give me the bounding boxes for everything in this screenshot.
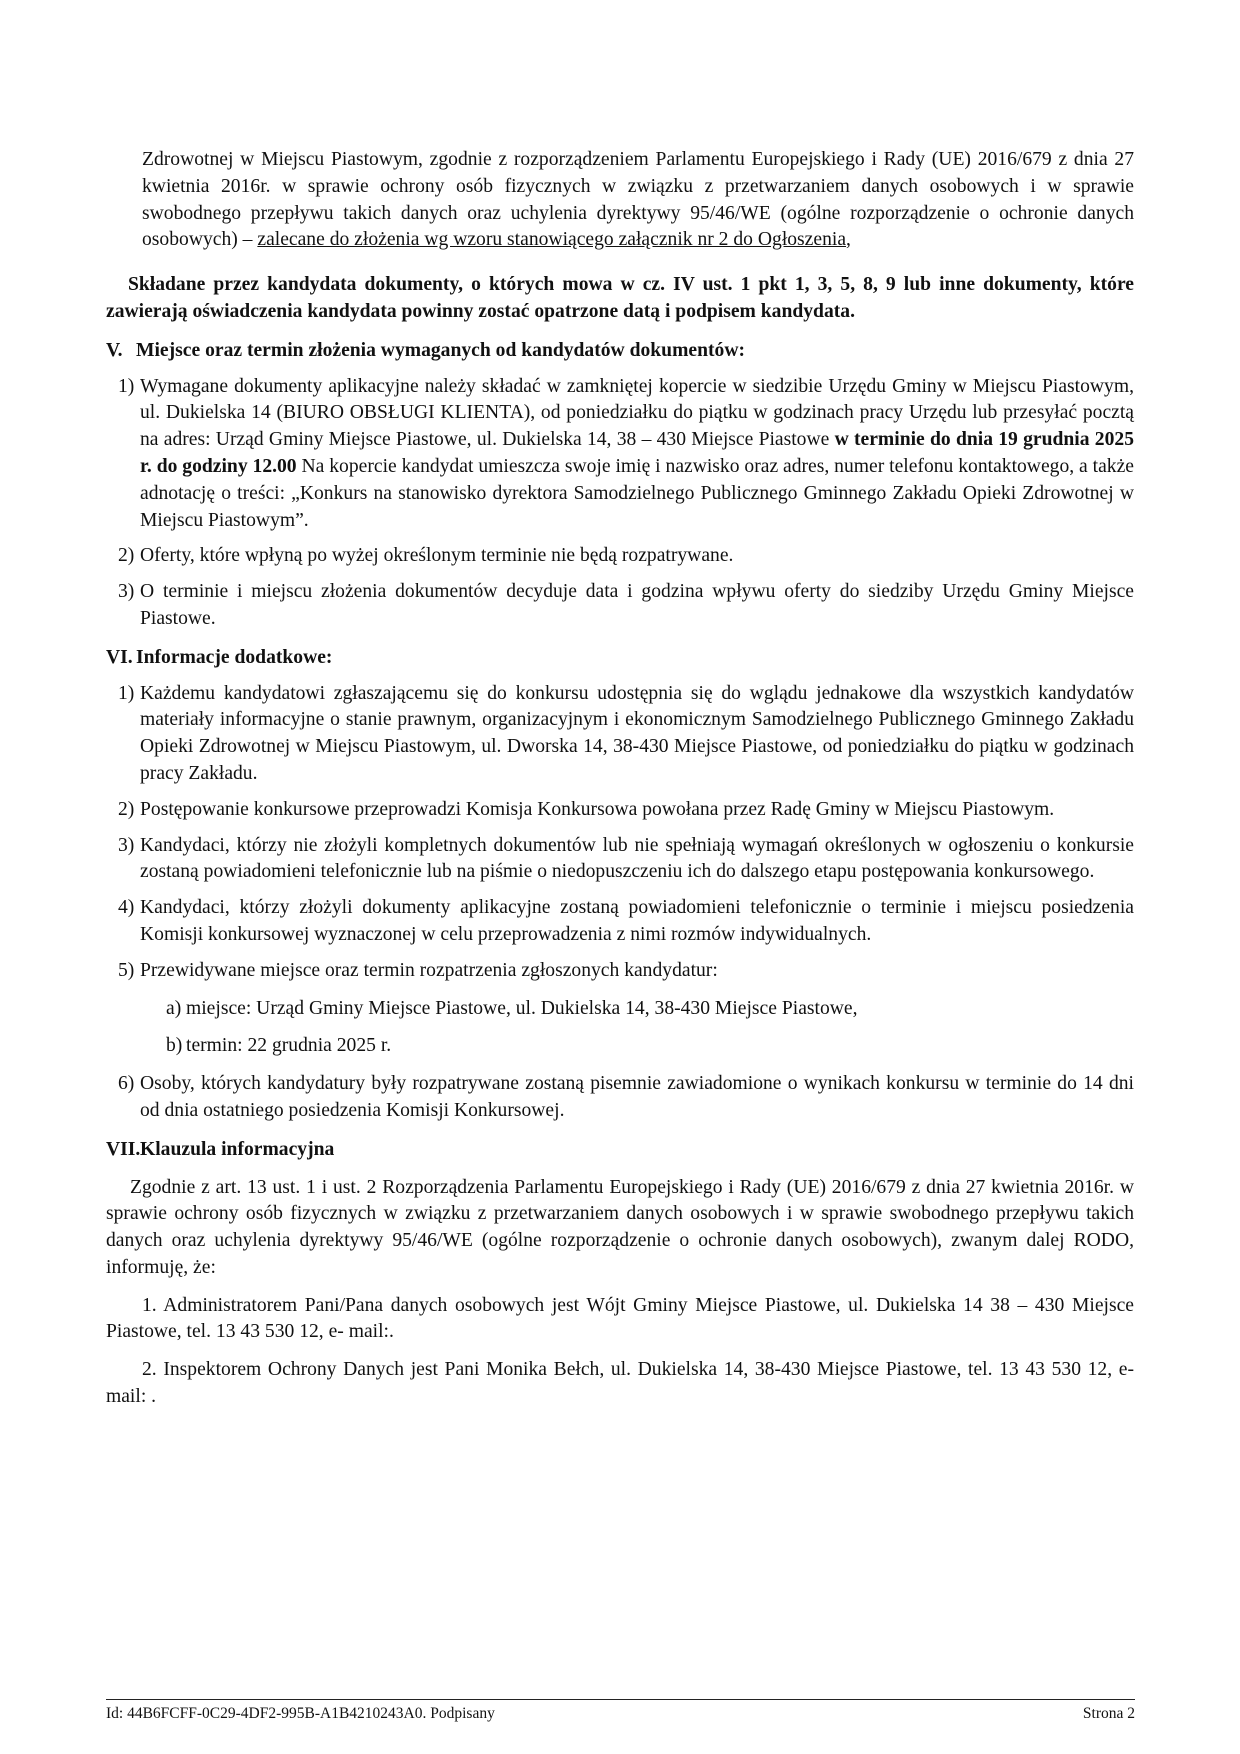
sub-item-letter: a)	[166, 997, 182, 1019]
list-item	[106, 797, 1134, 824]
page-number: Strona 2	[1082, 1705, 1135, 1722]
list-item	[106, 579, 1134, 633]
section-number: VI.	[106, 646, 133, 668]
item-text: Przewidywane miejsce oraz termin rozpatrzenia zgłoszonych kandydatur:	[140, 959, 718, 981]
item-text: Kandydaci, którzy nie złożyli kompletnych dokumentów lub nie spełniają wymagań określonych w ogłoszeniu o konkursie zostaną powiadomieni telefonicznie lub na piśmie o niedopuszczeniu ich do dalszego etapu postępowania konkursowego.	[140, 834, 1134, 883]
item-number: 6)	[118, 1073, 135, 1095]
item-text: O terminie i miejscu złożenia dokumentów decyduje data i godzina wpływu oferty do siedziby Urzędu Gminy Miejsce Piastowe.	[140, 581, 1134, 629]
section-title: Informacje dodatkowe:	[136, 646, 333, 668]
section-title: Klauzula informacyjna	[140, 1138, 335, 1160]
list-item	[106, 895, 1134, 949]
rodo-intro-paragraph: Zgodnie z art. 13 ust. 1 i ust. 2 Rozporządzenia Parlamentu Europejskiego i Rady (UE) 2016/679 z dnia 27 kwietnia 2016r. w sprawie ochrony osób fizycznych w związku z przetwarzaniem danych osobowych i w sprawie swobodnego przepływu takich danych oraz uchylenia dyrektywy 95/46/WE (ogólne rozporządzenie o ochronie danych osobowych), zwanym dalej RODO, informuję, że:	[106, 1176, 1134, 1278]
sub-item	[166, 1033, 1134, 1060]
list-item	[106, 958, 1134, 985]
item-number: 4)	[118, 897, 135, 919]
list-item	[106, 681, 1134, 788]
item-text	[140, 374, 1134, 535]
annex-reference: zalecane do złożenia wg wzoru stanowiącego załącznik nr 2 do Ogłoszenia	[257, 229, 847, 251]
item-text: Oferty, które wpłyną po wyżej określonym terminie nie będą rozpatrywane.	[140, 545, 734, 567]
document-id: Id: 44B6FCFF-0C29-4DF2-995B-A1B4210243A0. Podpisany	[106, 1705, 495, 1722]
item-text: Kandydaci, którzy złożyli dokumenty aplikacyjne zostaną powiadomieni telefonicznie o terminie i miejscu posiedzenia Komisji konkursowej wyznaczonej w celu przeprowadzenia z nimi rozmów indywidualnych.	[140, 897, 1134, 945]
section-v-list	[106, 374, 1134, 633]
document-page	[106, 147, 1134, 1411]
item-number: 3)	[118, 834, 135, 856]
item-text: Osoby, których kandydatury były rozpatrywane zostaną pisemnie zawiadomione o wynikach konkursu w terminie do 14 dni od dnia ostatniego posiedzenia Komisji Konkursowej.	[140, 1073, 1134, 1121]
rodo-point: 2. Inspektorem Ochrony Danych jest Pani Monika Bełch, ul. Dukielska 14, 38-430 Miejsce Piastowe, tel. 13 43 530 12, e-mail: .	[106, 1359, 1134, 1408]
list-item	[106, 374, 1134, 535]
deadline-text: w terminie do dnia 19 grudnia 2025 r. do godziny 12.00	[140, 429, 1134, 477]
item-text-part: Wymagane dokumenty aplikacyjne należy składać w zamkniętej kopercie w siedzibie Urzędu Gminy w Miejscu Piastowym, ul. Dukielska 14 (BIURO OBSŁUGI KLIENTA), od poniedziałku do piątku w godzinach pracy Urzędu lub przesyłać pocztą na adres: Urząd Gminy Miejsce Piastowe, ul. Dukielska 14, 38 – 430 Miejsce Piastowe	[140, 375, 1134, 451]
page-footer	[106, 1704, 1135, 1724]
item-text: Postępowanie konkursowe przeprowadzi Komisja Konkursowa powołana przez Radę Gminy w Miejscu Piastowym.	[140, 798, 1055, 820]
sub-item-text: termin: 22 grudnia 2025 r.	[186, 1035, 392, 1057]
intro-continuation-paragraph	[142, 147, 1134, 254]
item-number: 2)	[118, 545, 135, 567]
list-item	[106, 833, 1134, 887]
sub-item-letter: b)	[166, 1035, 183, 1057]
footer-divider	[106, 1699, 1135, 1700]
section-vi-list	[106, 681, 1134, 1125]
item-number: 2)	[118, 798, 135, 820]
item-number: 5)	[118, 959, 135, 981]
list-item	[106, 1071, 1134, 1125]
list-item	[106, 543, 1134, 570]
section-number: V.	[106, 339, 123, 361]
section-number: VII.	[106, 1138, 141, 1160]
sub-item-text: miejsce: Urząd Gminy Miejsce Piastowe, ul. Dukielska 14, 38-430 Miejsce Piastowe,	[186, 997, 858, 1019]
item-number: 1)	[118, 375, 135, 397]
intro-text: Zdrowotnej w Miejscu Piastowym, zgodnie z rozporządzeniem Parlamentu Europejskiego i Rady (UE) 2016/679 z dnia 27 kwietnia 2016r. w sprawie ochrony osób fizycznych w związku z przetwarzaniem danych osobowych i w sprawie swobodnego przepływu takich danych oraz uchylenia dyrektywy 95/46/WE (ogólne rozporządzenie o ochronie danych osobowych) –	[142, 149, 1134, 251]
intro-tail: ,	[846, 229, 851, 251]
sub-item	[166, 996, 1134, 1023]
signature-note: Składane przez kandydata dokumenty, o których mowa w cz. IV ust. 1 pkt 1, 3, 5, 8, 9 lub inne dokumenty, które zawierają oświadczenia kandydata powinny zostać opatrzone datą i podpisem kandydata.	[106, 274, 1134, 322]
item-number: 1)	[118, 682, 135, 704]
item-text-part: Na kopercie kandydat umieszcza swoje imię i nazwisko oraz adres, numer telefonu kontaktowego, a także adnotację o treści: „Konkurs na stanowisko dyrektora Samodzielnego Publicznego Gminnego Zakładu Opieki Zdrowotnej w Miejscu Piastowym”.	[140, 455, 1134, 531]
section-title: Miejsce oraz termin złożenia wymaganych od kandydatów dokumentów:	[136, 339, 745, 361]
item-number: 3)	[118, 581, 135, 603]
section-vii-heading	[106, 1137, 1134, 1164]
item-text: Każdemu kandydatowi zgłaszającemu się do konkursu udostępnia się do wglądu jednakowe dla wszystkich kandydatów materiały informacyjne o stanie prawnym, organizacyjnym i ekonomicznym Samodzielnego Publicznego Gminnego Zakładu Opieki Zdrowotnej w Miejscu Piastowym, ul. Dworska 14, 38-430 Miejsce Piastowe, od poniedziałku do piątku w godzinach pracy Zakładu.	[140, 682, 1134, 784]
section-v-heading	[106, 338, 1134, 365]
section-vi-heading	[106, 645, 1134, 672]
rodo-point: 1. Administratorem Pani/Pana danych osobowych jest Wójt Gminy Miejsce Piastowe, ul. Dukielska 14 38 – 430 Miejsce Piastowe, tel. 13 43 530 12, e- mail:.	[106, 1294, 1134, 1343]
